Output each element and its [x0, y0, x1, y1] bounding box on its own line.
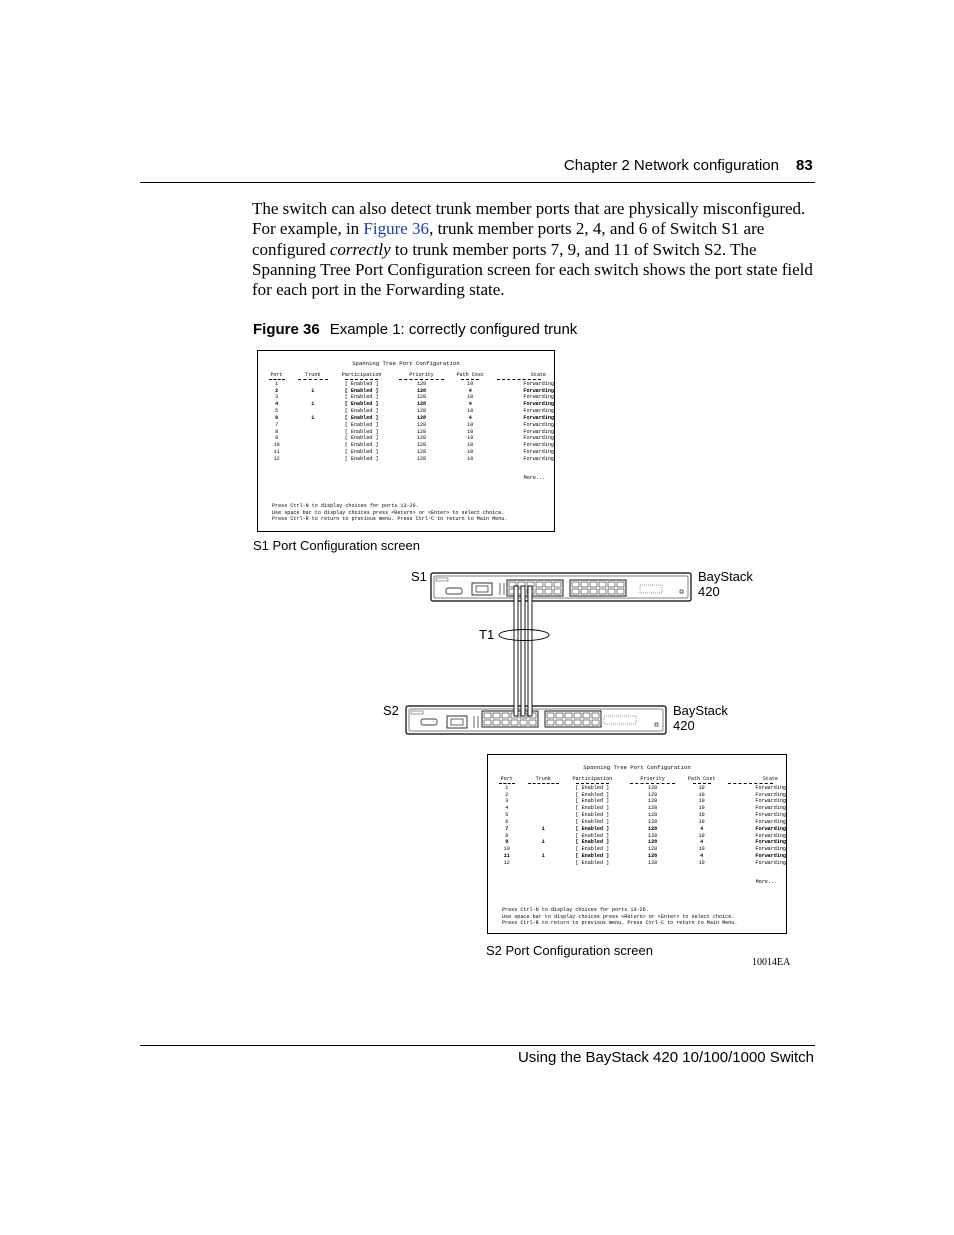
- table-row: [264, 429, 554, 436]
- port-jack: [502, 713, 509, 718]
- cell-priority: 128: [648, 859, 658, 866]
- cell-trunk: [289, 442, 336, 449]
- help-line-1: Press Ctrl-N to display choices for ports 13-26.: [272, 503, 419, 509]
- cell-participation: [ Enabled ]: [344, 408, 379, 415]
- cell-participation: [ Enabled ]: [575, 832, 610, 839]
- port-jack: [599, 582, 606, 587]
- cell-trunk: [289, 456, 336, 463]
- help-line-3: Press Ctrl-R to return to previous menu. Press Ctrl-C to return to Main Menu.: [502, 920, 738, 927]
- cell-port: 10: [503, 846, 510, 853]
- cell-participation: [ Enabled ]: [344, 387, 379, 394]
- col-path-cost: Path Cost: [688, 776, 716, 785]
- s2-screen-caption: S2 Port Configuration screen: [486, 943, 653, 958]
- col-path-cost: Path Cost: [456, 372, 484, 381]
- port-jack: [518, 589, 525, 594]
- cell-state: Forwarding: [755, 839, 786, 846]
- col-trunk: Trunk: [289, 372, 336, 381]
- col-participation: Participation: [336, 372, 386, 381]
- cell-cost: 10: [698, 832, 705, 839]
- figure-title: Example 1: correctly configured trunk: [329, 321, 578, 338]
- cell-state: Forwarding: [755, 818, 786, 825]
- cell-state: Forwarding: [523, 442, 554, 449]
- cell-state: Forwarding: [755, 852, 786, 859]
- cell-state: Forwarding: [523, 394, 554, 401]
- port-jack: [529, 713, 536, 718]
- footer-rule: [140, 1045, 815, 1046]
- port-jack: [547, 720, 554, 725]
- cell-port: 3: [275, 394, 279, 401]
- port-jack: [556, 713, 563, 718]
- table-row: [264, 408, 554, 415]
- cell-state: Forwarding: [523, 387, 554, 394]
- s1-port-config-screen: [257, 350, 555, 532]
- port-jack: [583, 720, 590, 725]
- cell-trunk: [289, 422, 336, 429]
- table-row: [264, 401, 554, 408]
- cell-participation: [ Enabled ]: [344, 448, 379, 455]
- cell-priority: 128: [648, 846, 658, 853]
- cell-state: Forwarding: [523, 401, 554, 408]
- cell-state: Forwarding: [755, 791, 786, 798]
- cell-participation: [ Enabled ]: [575, 825, 610, 832]
- cell-cost: 10: [467, 442, 474, 449]
- cell-port: 12: [503, 859, 510, 866]
- cell-priority: 128: [648, 818, 658, 825]
- intro-text-3: to trunk member ports 7, 9, and 11 of Switch S2. The Spanning Tree Port Configuration screen for each switch shows the port state field for each port in the Forwarding state.: [252, 239, 813, 300]
- cell-port: 4: [275, 401, 279, 408]
- cell-trunk: [519, 812, 567, 819]
- intro-text-2: , trunk member ports 2, 4, and 6 of Switch S1 are configured: [252, 219, 765, 259]
- cell-cost: 10: [467, 455, 474, 462]
- port-jack: [581, 589, 588, 594]
- cell-priority: 128: [648, 784, 658, 791]
- cell-port: 5: [505, 812, 509, 819]
- cell-port: 1: [505, 784, 509, 791]
- port-jack: [493, 713, 500, 718]
- col-participation: Participation: [567, 776, 618, 785]
- cell-cost: 4: [468, 401, 472, 408]
- s1-label: S1: [411, 569, 427, 584]
- cell-cost: 10: [467, 380, 474, 387]
- cell-state: Forwarding: [523, 421, 554, 428]
- cell-cost: 10: [698, 805, 705, 812]
- cell-trunk: [289, 394, 336, 401]
- cell-port: 12: [273, 455, 280, 462]
- cell-trunk: [289, 381, 336, 388]
- help-line-1: Press Ctrl-N to display choices for ports 13-26.: [502, 907, 649, 913]
- cell-port: 2: [275, 387, 279, 394]
- cell-port: 7: [275, 421, 279, 428]
- more-indicator: More...: [523, 475, 545, 481]
- cell-port: 4: [505, 805, 509, 812]
- cell-participation: [ Enabled ]: [575, 859, 610, 866]
- table-row: [264, 435, 554, 442]
- cell-trunk: [519, 833, 567, 840]
- cell-state: Forwarding: [523, 414, 554, 421]
- cell-trunk: [289, 429, 336, 436]
- port-jack: [520, 720, 527, 725]
- cell-cost: 10: [467, 408, 474, 415]
- cell-state: Forwarding: [755, 798, 786, 805]
- cell-trunk: 1: [311, 414, 315, 421]
- s2-model-line1: BayStack: [673, 703, 728, 718]
- switch-s2: [406, 706, 666, 734]
- table-row: [494, 833, 786, 840]
- col-priority: Priority: [618, 776, 688, 785]
- table-row: [264, 449, 554, 456]
- cell-cost: 10: [467, 448, 474, 455]
- port-jack: [592, 720, 599, 725]
- cell-state: Forwarding: [755, 784, 786, 791]
- figure-caption: [253, 321, 577, 338]
- cell-priority: 128: [648, 832, 658, 839]
- screen-title: Spanning Tree Port Configuration: [583, 764, 691, 771]
- cell-participation: [ Enabled ]: [575, 846, 610, 853]
- cell-priority: 128: [648, 791, 658, 798]
- s2-label: S2: [383, 703, 399, 718]
- cell-trunk: 1: [311, 401, 315, 408]
- port-jack: [511, 713, 518, 718]
- table-row: [494, 812, 786, 819]
- table-row: [494, 826, 786, 833]
- switch-s1: [431, 573, 691, 601]
- cell-participation: [ Enabled ]: [575, 852, 610, 859]
- cell-cost: 4: [468, 414, 472, 421]
- port-jack: [554, 589, 561, 594]
- cell-participation: [ Enabled ]: [575, 839, 610, 846]
- port-jack: [536, 589, 543, 594]
- cell-participation: [ Enabled ]: [344, 421, 379, 428]
- cell-port: 8: [505, 832, 509, 839]
- cell-participation: [ Enabled ]: [575, 798, 610, 805]
- col-state: State: [716, 776, 786, 785]
- cell-cost: 10: [698, 784, 705, 791]
- col-state: State: [484, 372, 554, 381]
- cell-participation: [ Enabled ]: [344, 442, 379, 449]
- s1-screen-caption: S1 Port Configuration screen: [253, 538, 420, 553]
- col-port: Port: [494, 776, 519, 785]
- port-jack: [590, 589, 597, 594]
- table-row: [494, 839, 786, 846]
- table-row: [264, 394, 554, 401]
- cell-port: 2: [505, 791, 509, 798]
- trunk-t1-label: T1: [479, 627, 495, 642]
- cell-port: 11: [273, 448, 280, 455]
- port-jack: [511, 720, 518, 725]
- cell-priority: 128: [416, 414, 427, 421]
- cell-participation: [ Enabled ]: [344, 401, 379, 408]
- cell-priority: 128: [416, 455, 427, 462]
- cell-port: 5: [275, 408, 279, 415]
- cell-priority: 128: [648, 812, 658, 819]
- cell-trunk: [519, 805, 567, 812]
- help-line-2: Use space bar to display choices press <Return> or <Enter> to select choice.: [502, 913, 735, 920]
- cell-state: Forwarding: [755, 832, 786, 839]
- table-row: [264, 456, 554, 463]
- cell-priority: 128: [416, 421, 427, 428]
- figure-36-link[interactable]: Figure 36: [363, 219, 430, 239]
- cell-priority: 128: [416, 448, 427, 455]
- trunk-cables: [514, 586, 532, 716]
- figure-id: 10014EA: [752, 957, 791, 968]
- col-port: Port: [264, 372, 289, 381]
- trunk-t1-ellipse: [499, 630, 549, 641]
- cell-port: 6: [275, 414, 279, 421]
- port-jack: [502, 720, 509, 725]
- cell-trunk: 1: [311, 387, 315, 394]
- header-rule: [140, 182, 815, 183]
- port-jack: [536, 582, 543, 587]
- table-header-row: [494, 776, 786, 785]
- cell-participation: [ Enabled ]: [344, 394, 379, 401]
- cell-priority: 128: [416, 387, 427, 394]
- page-header: [0, 0, 954, 190]
- cell-state: Forwarding: [755, 812, 786, 819]
- cell-participation: [ Enabled ]: [575, 818, 610, 825]
- table-row: [264, 422, 554, 429]
- cell-trunk: [289, 408, 336, 415]
- table-row: [494, 846, 786, 853]
- table-row: [494, 792, 786, 799]
- port-jack: [509, 589, 516, 594]
- port-jack: [484, 713, 491, 718]
- screen-title: Spanning Tree Port Configuration: [352, 360, 460, 367]
- port-jack: [527, 582, 534, 587]
- cell-priority: 128: [416, 401, 427, 408]
- port-jack: [518, 582, 525, 587]
- port-jack: [565, 713, 572, 718]
- cell-cost: 10: [698, 791, 705, 798]
- port-jack: [590, 582, 597, 587]
- table-row: [494, 853, 786, 860]
- s1-port-table: [264, 372, 554, 463]
- cell-cost: 4: [700, 825, 704, 832]
- cell-priority: 128: [416, 435, 427, 442]
- cell-priority: 128: [416, 394, 427, 401]
- cell-state: Forwarding: [523, 380, 554, 387]
- cell-state: Forwarding: [755, 805, 786, 812]
- intro-emphasis: correctly: [329, 239, 391, 259]
- cell-participation: [ Enabled ]: [575, 805, 610, 812]
- col-trunk: Trunk: [519, 776, 567, 785]
- port-jack: [617, 589, 624, 594]
- cell-participation: [ Enabled ]: [344, 455, 379, 462]
- cell-cost: 10: [698, 846, 705, 853]
- cell-port: 7: [505, 825, 509, 832]
- cell-cost: 10: [698, 798, 705, 805]
- cell-participation: [ Enabled ]: [575, 812, 610, 819]
- cell-state: Forwarding: [755, 846, 786, 853]
- cell-trunk: [289, 435, 336, 442]
- port-jack: [527, 589, 534, 594]
- cell-port: 11: [503, 852, 510, 859]
- help-line-3: Press Ctrl-R to return to previous menu. Press Ctrl-C to return to Main Menu.: [272, 516, 508, 523]
- cell-cost: 10: [467, 428, 474, 435]
- intro-text-1: The switch can also detect trunk member ports that are physically misconfigured. For example, in: [252, 199, 806, 239]
- cell-priority: 128: [648, 825, 658, 832]
- port-jack: [583, 713, 590, 718]
- cell-state: Forwarding: [755, 859, 786, 866]
- cell-cost: 4: [468, 387, 472, 394]
- cell-priority: 128: [416, 380, 427, 387]
- cell-priority: 128: [648, 798, 658, 805]
- col-priority: Priority: [387, 372, 456, 381]
- cell-state: Forwarding: [523, 428, 554, 435]
- cell-participation: [ Enabled ]: [575, 784, 610, 791]
- port-jack: [545, 589, 552, 594]
- s2-port-config-screen: [487, 754, 787, 934]
- port-jack: [572, 582, 579, 587]
- table-row: [494, 860, 786, 867]
- cell-state: Forwarding: [755, 825, 786, 832]
- cell-priority: 128: [416, 408, 427, 415]
- table-row: [264, 381, 554, 388]
- cell-trunk: [519, 860, 567, 867]
- cell-cost: 10: [698, 818, 705, 825]
- table-row: [494, 785, 786, 792]
- port-jack: [529, 720, 536, 725]
- port-jack: [509, 582, 516, 587]
- port-jack: [556, 720, 563, 725]
- s2-table-body: [494, 785, 786, 867]
- table-row: [494, 805, 786, 812]
- cell-port: 6: [505, 818, 509, 825]
- table-row: [494, 819, 786, 826]
- footer-title: Using the BayStack 420 10/100/1000 Switch: [517, 1049, 814, 1066]
- cell-participation: [ Enabled ]: [344, 380, 379, 387]
- table-row: [264, 388, 554, 395]
- cell-state: Forwarding: [523, 408, 554, 415]
- cell-trunk: [519, 819, 567, 826]
- page-number: 83: [796, 157, 813, 174]
- s1-model-line1: BayStack: [698, 569, 753, 584]
- cell-priority: 128: [648, 805, 658, 812]
- cell-priority: 128: [416, 428, 427, 435]
- port-jack: [572, 589, 579, 594]
- cell-cost: 10: [467, 421, 474, 428]
- port-jack: [581, 582, 588, 587]
- cell-trunk: [289, 449, 336, 456]
- port-jack: [617, 582, 624, 587]
- help-text: [502, 907, 737, 927]
- cell-priority: 128: [648, 852, 658, 859]
- port-jack: [599, 589, 606, 594]
- cell-participation: [ Enabled ]: [344, 414, 379, 421]
- cell-cost: 10: [467, 435, 474, 442]
- cell-trunk: [519, 792, 567, 799]
- table-header-row: [264, 372, 554, 381]
- cell-port: 9: [505, 839, 509, 846]
- cell-priority: 128: [416, 442, 427, 449]
- cell-trunk: 1: [541, 852, 545, 859]
- cell-port: 1: [275, 380, 279, 387]
- table-row: [264, 442, 554, 449]
- cell-state: Forwarding: [523, 448, 554, 455]
- port-jack: [574, 713, 581, 718]
- s2-model-line2: 420: [673, 718, 695, 733]
- port-jack: [554, 582, 561, 587]
- port-jack: [565, 720, 572, 725]
- port-jack: [574, 720, 581, 725]
- cell-trunk: [519, 798, 567, 805]
- cell-participation: [ Enabled ]: [344, 428, 379, 435]
- cell-state: Forwarding: [523, 435, 554, 442]
- cell-trunk: [519, 846, 567, 853]
- cell-state: Forwarding: [523, 455, 554, 462]
- port-jack: [520, 713, 527, 718]
- cell-trunk: 1: [541, 839, 545, 846]
- cell-port: 3: [505, 798, 509, 805]
- chapter-title: Chapter 2 Network configuration: [563, 157, 779, 174]
- cell-port: 8: [275, 428, 279, 435]
- s1-model-line2: 420: [698, 584, 720, 599]
- port-jack: [493, 720, 500, 725]
- cell-trunk: [519, 785, 567, 792]
- table-row: [494, 798, 786, 805]
- cell-participation: [ Enabled ]: [344, 435, 379, 442]
- cell-port: 9: [275, 435, 279, 442]
- cell-cost: 10: [698, 859, 705, 866]
- cell-participation: [ Enabled ]: [575, 791, 610, 798]
- figure-number: Figure 36: [253, 321, 320, 338]
- s2-port-table: [494, 776, 786, 867]
- port-jack: [484, 720, 491, 725]
- port-jack: [545, 582, 552, 587]
- table-row: [264, 415, 554, 422]
- port-jack: [547, 713, 554, 718]
- help-line-2: Use space bar to display choices press <Return> or <Enter> to select choice.: [272, 509, 505, 516]
- cell-trunk: 1: [541, 825, 545, 832]
- port-jack: [608, 589, 615, 594]
- cell-cost: 10: [467, 394, 474, 401]
- s1-table-body: [264, 381, 554, 463]
- port-jack: [592, 713, 599, 718]
- cell-port: 10: [273, 442, 280, 449]
- port-jack: [608, 582, 615, 587]
- cell-cost: 4: [700, 852, 704, 859]
- intro-paragraph: [252, 199, 817, 300]
- port-grid: [484, 582, 624, 725]
- more-indicator: More...: [755, 879, 777, 885]
- cell-cost: 4: [700, 839, 704, 846]
- cell-cost: 10: [698, 812, 705, 819]
- cell-priority: 128: [648, 839, 658, 846]
- help-text: [272, 503, 507, 523]
